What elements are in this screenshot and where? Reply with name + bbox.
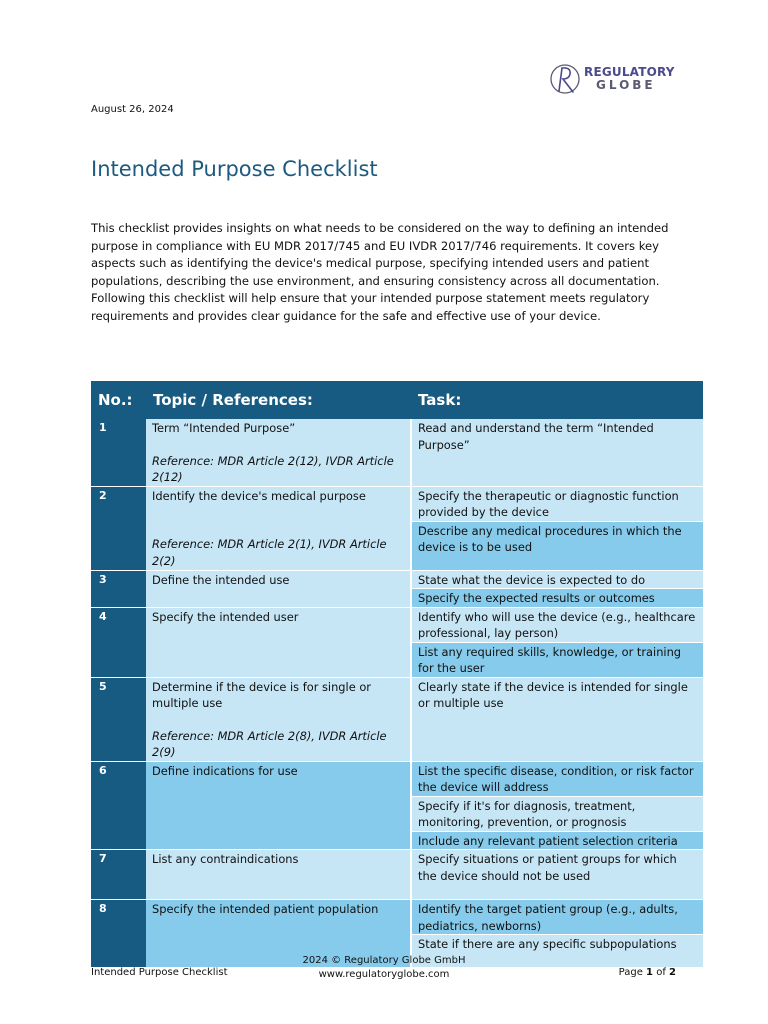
- topic-text: Term “Intended Purpose”: [152, 421, 296, 435]
- task-cell: Specify if it's for diagnosis, treatment, monitoring, prevention, or prognosis: [411, 796, 703, 831]
- topic-text: Identify the device's medical purpose: [152, 488, 366, 503]
- topic-cell: [146, 607, 411, 677]
- topic-cell: [146, 850, 411, 900]
- table-row: [91, 900, 703, 935]
- page-total: 2: [669, 967, 676, 978]
- row-number: 6: [91, 761, 146, 850]
- header-no: No.:: [91, 381, 146, 419]
- topic-text: Specify the intended user: [152, 609, 299, 624]
- table-row: [91, 486, 703, 521]
- topic-reference: Reference: MDR Article 2(12), IVDR Article 2(12): [152, 453, 394, 484]
- footer-copyright: 2024 © Regulatory Globe GmbH: [302, 955, 466, 966]
- topic-reference: Reference: MDR Article 2(8), IVDR Article 2(9): [152, 728, 387, 759]
- intro-paragraph: This checklist provides insights on what needs to be considered on the way to defining an intended purpose in compliance with EU MDR 2017/745 and EU IVDR 2017/746 requirements. It covers key aspects such as identifying the device's medical purpose, specifying intended users and patient populations, describing the use environment, and ensuring consistency across all documentation. Following this checklist will help ensure that your intended purpose statement meets regulatory requirements and provides clear guidance for the safe and effective use of your device.: [91, 221, 669, 323]
- row-number: 8: [91, 900, 146, 968]
- logo-subtext: GLOBE: [596, 78, 656, 92]
- row-number: 7: [91, 850, 146, 900]
- task-cell: Specify the expected results or outcomes: [411, 589, 703, 608]
- checklist-table: [91, 381, 703, 968]
- task-cell: Specify the therapeutic or diagnostic function provided by the device: [411, 486, 703, 521]
- page-prefix: Page: [618, 967, 643, 978]
- page-of: of: [656, 967, 666, 978]
- company-logo: [548, 62, 675, 96]
- task-cell: Clearly state if the device is intended for single or multiple use: [411, 677, 703, 761]
- page-title: Intended Purpose Checklist: [91, 157, 378, 181]
- topic-cell: [146, 677, 411, 761]
- topic-text: Specify the intended patient population: [152, 902, 379, 916]
- task-cell: State what the device is expected to do: [411, 570, 703, 589]
- topic-cell: [146, 761, 411, 850]
- task-cell: Specify situations or patient groups for which the device should not be used: [411, 850, 703, 900]
- document-date: August 26, 2024: [91, 104, 174, 115]
- table-row: [91, 419, 703, 486]
- row-number: 5: [91, 677, 146, 761]
- task-cell: List the specific disease, condition, or risk factor the device will address: [411, 761, 703, 796]
- task-cell: Identify who will use the device (e.g., healthcare professional, lay person): [411, 607, 703, 642]
- task-cell: Read and understand the term “Intended Purpose”: [411, 419, 703, 486]
- topic-cell: [146, 570, 411, 607]
- header-task: Task:: [411, 381, 703, 419]
- table-row: [91, 570, 703, 589]
- header-topic: Topic / References:: [146, 381, 411, 419]
- row-number: 1: [91, 419, 146, 486]
- table-row: [91, 607, 703, 642]
- task-cell: State if there are any specific subpopulations: [411, 935, 703, 968]
- page-current: 1: [646, 967, 654, 978]
- table-header-row: [91, 381, 703, 419]
- table-row: [91, 761, 703, 796]
- task-cell: Include any relevant patient selection criteria: [411, 831, 703, 850]
- task-cell: List any required skills, knowledge, or training for the user: [411, 642, 703, 677]
- topic-text: Determine if the device is for single or multiple use: [152, 679, 371, 710]
- topic-text: List any contraindications: [152, 852, 299, 866]
- table-row: [91, 677, 703, 761]
- page-indicator: [619, 967, 676, 978]
- footer-document-title: Intended Purpose Checklist: [91, 967, 228, 978]
- task-cell: Identify the target patient group (e.g., adults, pediatrics, newborns): [411, 900, 703, 935]
- topic-reference: Reference: MDR Article 2(1), IVDR Article 2(2): [152, 537, 387, 568]
- table-row: [91, 850, 703, 900]
- row-number: 2: [91, 486, 146, 570]
- topic-text: Define indications for use: [152, 763, 298, 778]
- footer-website: www.regulatoryglobe.com: [318, 969, 450, 980]
- logo-text: REGULATORY: [584, 65, 675, 79]
- row-number: 4: [91, 607, 146, 677]
- row-number: 3: [91, 570, 146, 607]
- topic-cell: [146, 419, 411, 486]
- globe-logo-icon: [548, 62, 582, 96]
- task-cell: Describe any medical procedures in which the device is to be used: [411, 521, 703, 570]
- topic-text: Define the intended use: [152, 572, 290, 587]
- topic-cell: [146, 486, 411, 570]
